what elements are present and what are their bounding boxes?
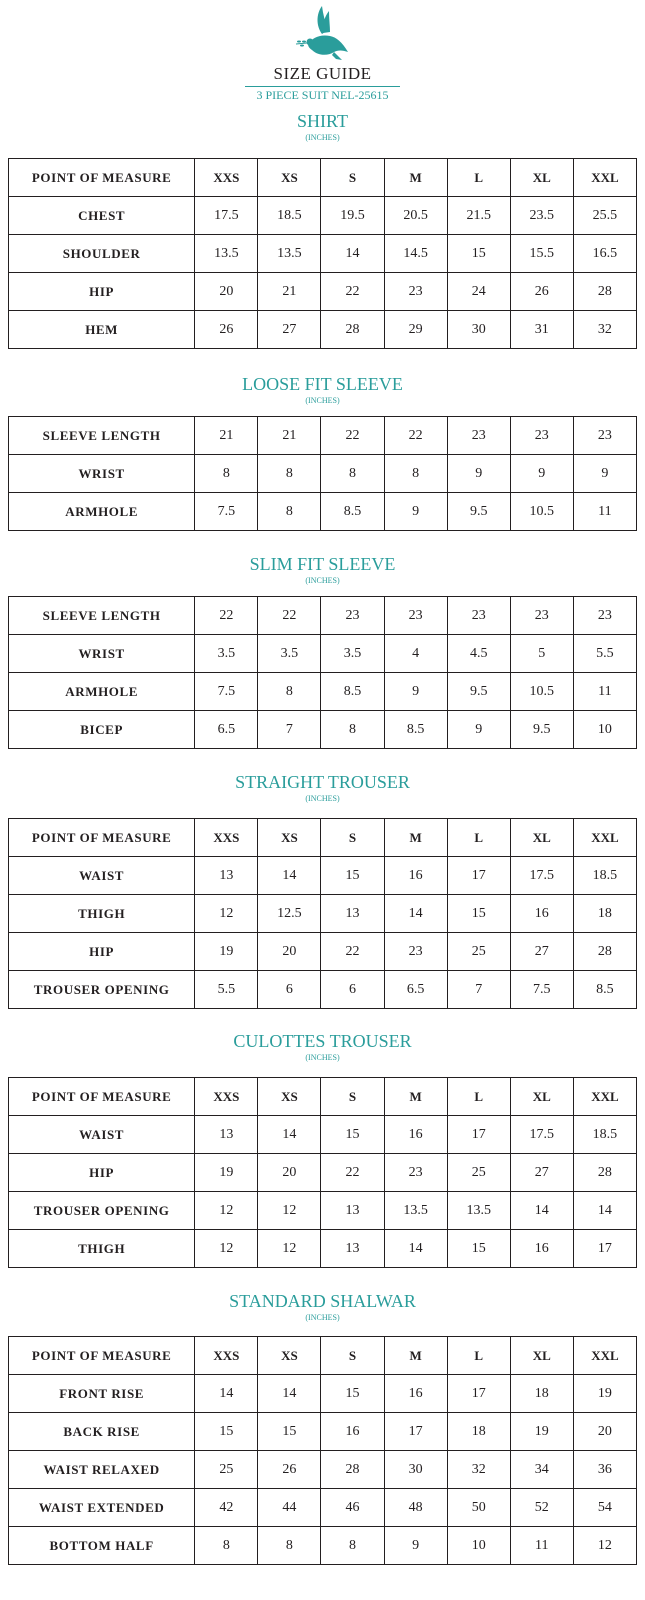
column-header-size: XS — [258, 1078, 321, 1116]
column-header-size: M — [384, 1337, 447, 1375]
table-cell: 19 — [195, 933, 258, 971]
table-cell: 12 — [195, 895, 258, 933]
column-header-size: L — [447, 159, 510, 197]
table-row — [9, 857, 637, 895]
table-cell: 8 — [321, 711, 384, 749]
table-cell: 15 — [447, 1230, 510, 1268]
table-row — [9, 1451, 637, 1489]
column-header-size: XXS — [195, 1078, 258, 1116]
row-label: FRONT RISE — [9, 1375, 195, 1413]
row-label: BACK RISE — [9, 1413, 195, 1451]
column-header-measure: POINT OF MEASURE — [9, 819, 195, 857]
table-cell: 30 — [384, 1451, 447, 1489]
table-cell: 22 — [321, 417, 384, 455]
row-label: BICEP — [9, 711, 195, 749]
table-cell: 15 — [321, 1116, 384, 1154]
table-cell: 5.5 — [195, 971, 258, 1009]
page-title: SIZE GUIDE — [273, 64, 372, 83]
table-cell: 29 — [384, 311, 447, 349]
table-cell: 52 — [510, 1489, 573, 1527]
table-cell: 6 — [321, 971, 384, 1009]
table-row — [9, 1489, 637, 1527]
table-cell: 23 — [447, 597, 510, 635]
table-cell: 34 — [510, 1451, 573, 1489]
table-row — [9, 635, 637, 673]
table-cell: 13.5 — [195, 235, 258, 273]
table-cell: 18 — [447, 1413, 510, 1451]
table-cell: 18.5 — [573, 1116, 636, 1154]
table-row — [9, 417, 637, 455]
section-unit-loose-fit-sleeve: (INCHES) — [305, 396, 340, 405]
table-cell: 5 — [510, 635, 573, 673]
table-cell: 25 — [447, 1154, 510, 1192]
table-cell: 9 — [573, 455, 636, 493]
table-cell: 25.5 — [573, 197, 636, 235]
section-title-loose-fit-sleeve: LOOSE FIT SLEEVE — [242, 374, 403, 394]
table-cell: 23 — [573, 597, 636, 635]
column-header-size: XXL — [573, 159, 636, 197]
table-cell: 14 — [384, 1230, 447, 1268]
table-cell: 8.5 — [321, 673, 384, 711]
column-header-size: M — [384, 159, 447, 197]
row-label: WRIST — [9, 635, 195, 673]
table-cell: 12 — [573, 1527, 636, 1565]
table-cell: 9 — [447, 455, 510, 493]
table-cell: 16.5 — [573, 235, 636, 273]
table-cell: 46 — [321, 1489, 384, 1527]
table-cell: 31 — [510, 311, 573, 349]
table-cell: 23 — [384, 273, 447, 311]
table-cell: 16 — [384, 857, 447, 895]
table-cell: 15 — [258, 1413, 321, 1451]
table-cell: 44 — [258, 1489, 321, 1527]
table-cell: 13 — [195, 857, 258, 895]
row-label: WAIST RELAXED — [9, 1451, 195, 1489]
table-row — [9, 1116, 637, 1154]
table-cell: 15 — [195, 1413, 258, 1451]
table-cell: 22 — [195, 597, 258, 635]
table-cell: 13.5 — [384, 1192, 447, 1230]
table-cell: 26 — [195, 311, 258, 349]
table-cell: 20 — [195, 273, 258, 311]
table-cell: 19 — [510, 1413, 573, 1451]
section-unit-straight-trouser: (INCHES) — [305, 794, 340, 803]
table-cell: 9 — [447, 711, 510, 749]
table-cell: 23 — [384, 933, 447, 971]
table-cell: 24 — [447, 273, 510, 311]
row-label: HEM — [9, 311, 195, 349]
section-title-shirt: SHIRT — [297, 111, 348, 131]
table-cell: 7.5 — [195, 673, 258, 711]
column-header-size: XXL — [573, 819, 636, 857]
table-cell: 28 — [573, 273, 636, 311]
table-cell: 27 — [510, 1154, 573, 1192]
table-cell: 10.5 — [510, 673, 573, 711]
section-unit-shirt: (INCHES) — [305, 133, 340, 142]
table-cell: 54 — [573, 1489, 636, 1527]
table-cell: 48 — [384, 1489, 447, 1527]
row-label: HIP — [9, 1154, 195, 1192]
table-cell: 3.5 — [321, 635, 384, 673]
table-standard-shalwar — [8, 1336, 637, 1565]
table-row — [9, 455, 637, 493]
table-cell: 9 — [384, 1527, 447, 1565]
section-title-standard-shalwar: STANDARD SHALWAR — [229, 1291, 416, 1311]
table-cell: 17.5 — [510, 1116, 573, 1154]
table-header-row — [9, 1078, 637, 1116]
table-cell: 9.5 — [447, 673, 510, 711]
row-label: SHOULDER — [9, 235, 195, 273]
table-cell: 14 — [258, 857, 321, 895]
column-header-size: S — [321, 819, 384, 857]
table-cell: 25 — [447, 933, 510, 971]
table-cell: 10.5 — [510, 493, 573, 531]
page-subtitle: 3 PIECE SUIT NEL-25615 — [256, 88, 389, 102]
table-cell: 3.5 — [258, 635, 321, 673]
table-cell: 6.5 — [384, 971, 447, 1009]
table-cell: 12.5 — [258, 895, 321, 933]
column-header-measure: POINT OF MEASURE — [9, 1078, 195, 1116]
table-row — [9, 597, 637, 635]
table-row — [9, 1230, 637, 1268]
table-cell: 14 — [384, 895, 447, 933]
table-row — [9, 895, 637, 933]
table-cell: 13 — [195, 1116, 258, 1154]
table-header-row — [9, 819, 637, 857]
table-cell: 21 — [195, 417, 258, 455]
table-cell: 6 — [258, 971, 321, 1009]
table-cell: 36 — [573, 1451, 636, 1489]
column-header-size: XL — [510, 1078, 573, 1116]
table-cell: 18 — [510, 1375, 573, 1413]
table-cell: 22 — [384, 417, 447, 455]
table-cell: 10 — [573, 711, 636, 749]
table-cell: 28 — [573, 1154, 636, 1192]
table-cell: 23 — [447, 417, 510, 455]
row-label: TROUSER OPENING — [9, 1192, 195, 1230]
table-cell: 17 — [573, 1230, 636, 1268]
table-cell: 17 — [447, 1375, 510, 1413]
table-cell: 8.5 — [384, 711, 447, 749]
column-header-size: XS — [258, 1337, 321, 1375]
table-cell: 8 — [384, 455, 447, 493]
section-title-slim-fit-sleeve: SLIM FIT SLEEVE — [249, 554, 396, 574]
table-cell: 12 — [258, 1230, 321, 1268]
table-row — [9, 933, 637, 971]
table-cell: 30 — [447, 311, 510, 349]
table-cell: 20 — [258, 1154, 321, 1192]
table-cell: 28 — [321, 1451, 384, 1489]
table-cell: 8 — [321, 1527, 384, 1565]
table-cell: 17 — [447, 1116, 510, 1154]
table-cell: 14 — [195, 1375, 258, 1413]
table-cell: 7 — [447, 971, 510, 1009]
table-cell: 27 — [258, 311, 321, 349]
table-cell: 5.5 — [573, 635, 636, 673]
column-header-size: XXL — [573, 1337, 636, 1375]
table-culottes-trouser — [8, 1077, 637, 1268]
row-label: BOTTOM HALF — [9, 1527, 195, 1565]
table-cell: 17 — [447, 857, 510, 895]
table-cell: 8 — [321, 455, 384, 493]
table-cell: 19 — [195, 1154, 258, 1192]
table-row — [9, 711, 637, 749]
table-cell: 23.5 — [510, 197, 573, 235]
table-slim-fit-sleeve — [8, 596, 637, 749]
table-cell: 21 — [258, 273, 321, 311]
column-header-size: XS — [258, 159, 321, 197]
table-cell: 4.5 — [447, 635, 510, 673]
table-cell: 50 — [447, 1489, 510, 1527]
table-cell: 9 — [384, 673, 447, 711]
table-cell: 32 — [573, 311, 636, 349]
table-cell: 23 — [384, 1154, 447, 1192]
table-cell: 17 — [384, 1413, 447, 1451]
table-cell: 18.5 — [258, 197, 321, 235]
table-cell: 25 — [195, 1451, 258, 1489]
table-cell: 9 — [510, 455, 573, 493]
column-header-size: L — [447, 819, 510, 857]
section-unit-culottes-trouser: (INCHES) — [305, 1053, 340, 1062]
table-cell: 13 — [321, 1192, 384, 1230]
table-cell: 10 — [447, 1527, 510, 1565]
column-header-size: XXS — [195, 159, 258, 197]
column-header-size: XXS — [195, 1337, 258, 1375]
table-cell: 6.5 — [195, 711, 258, 749]
column-header-size: XS — [258, 819, 321, 857]
table-cell: 13 — [321, 895, 384, 933]
table-cell: 13.5 — [258, 235, 321, 273]
table-cell: 14 — [258, 1116, 321, 1154]
table-row — [9, 673, 637, 711]
table-cell: 22 — [321, 273, 384, 311]
table-cell: 17.5 — [510, 857, 573, 895]
table-cell: 8.5 — [321, 493, 384, 531]
table-header-row — [9, 1337, 637, 1375]
table-cell: 11 — [510, 1527, 573, 1565]
table-cell: 14 — [510, 1192, 573, 1230]
column-header-size: XL — [510, 1337, 573, 1375]
table-cell: 26 — [510, 273, 573, 311]
row-label: WRIST — [9, 455, 195, 493]
table-cell: 9.5 — [447, 493, 510, 531]
row-label: ARMHOLE — [9, 673, 195, 711]
column-header-size: XXL — [573, 1078, 636, 1116]
section-unit-standard-shalwar: (INCHES) — [305, 1313, 340, 1322]
table-header-row — [9, 159, 637, 197]
row-label: SLEEVE LENGTH — [9, 597, 195, 635]
table-cell: 26 — [258, 1451, 321, 1489]
table-cell: 23 — [321, 597, 384, 635]
table-cell: 23 — [573, 417, 636, 455]
table-cell: 15 — [447, 895, 510, 933]
dove-with-olive-branch-icon — [292, 4, 352, 64]
table-cell: 14.5 — [384, 235, 447, 273]
column-header-size: L — [447, 1337, 510, 1375]
table-straight-trouser — [8, 818, 637, 1009]
table-cell: 15 — [321, 1375, 384, 1413]
table-cell: 20.5 — [384, 197, 447, 235]
row-label: SLEEVE LENGTH — [9, 417, 195, 455]
table-cell: 28 — [573, 933, 636, 971]
table-row — [9, 1192, 637, 1230]
table-cell: 3.5 — [195, 635, 258, 673]
row-label: HIP — [9, 933, 195, 971]
table-cell: 18.5 — [573, 857, 636, 895]
table-cell: 12 — [258, 1192, 321, 1230]
table-cell: 16 — [321, 1413, 384, 1451]
table-cell: 7 — [258, 711, 321, 749]
table-cell: 27 — [510, 933, 573, 971]
table-cell: 15 — [321, 857, 384, 895]
table-cell: 7.5 — [195, 493, 258, 531]
column-header-measure: POINT OF MEASURE — [9, 1337, 195, 1375]
page-header — [0, 0, 645, 110]
table-row — [9, 971, 637, 1009]
column-header-measure: POINT OF MEASURE — [9, 159, 195, 197]
table-cell: 17.5 — [195, 197, 258, 235]
table-cell: 8 — [195, 1527, 258, 1565]
table-cell: 7.5 — [510, 971, 573, 1009]
table-cell: 16 — [384, 1375, 447, 1413]
table-cell: 22 — [321, 1154, 384, 1192]
row-label: CHEST — [9, 197, 195, 235]
table-cell: 19 — [573, 1375, 636, 1413]
column-header-size: XL — [510, 159, 573, 197]
table-cell: 12 — [195, 1192, 258, 1230]
column-header-size: M — [384, 1078, 447, 1116]
table-shirt — [8, 158, 637, 349]
table-cell: 8 — [258, 493, 321, 531]
table-cell: 19.5 — [321, 197, 384, 235]
column-header-size: S — [321, 159, 384, 197]
table-row — [9, 493, 637, 531]
title-divider — [245, 86, 400, 87]
table-cell: 16 — [510, 1230, 573, 1268]
row-label: TROUSER OPENING — [9, 971, 195, 1009]
table-loose-fit-sleeve — [8, 416, 637, 531]
table-cell: 14 — [321, 235, 384, 273]
row-label: THIGH — [9, 1230, 195, 1268]
table-row — [9, 235, 637, 273]
section-title-culottes-trouser: CULOTTES TROUSER — [233, 1031, 412, 1051]
row-label: ARMHOLE — [9, 493, 195, 531]
column-header-size: L — [447, 1078, 510, 1116]
table-cell: 8 — [258, 455, 321, 493]
table-cell: 4 — [384, 635, 447, 673]
table-cell: 8 — [258, 1527, 321, 1565]
table-cell: 15 — [447, 235, 510, 273]
table-row — [9, 1375, 637, 1413]
table-cell: 23 — [510, 417, 573, 455]
table-cell: 12 — [195, 1230, 258, 1268]
table-row — [9, 1413, 637, 1451]
table-cell: 42 — [195, 1489, 258, 1527]
row-label: WAIST EXTENDED — [9, 1489, 195, 1527]
table-cell: 9 — [384, 493, 447, 531]
table-cell: 21 — [258, 417, 321, 455]
table-cell: 22 — [321, 933, 384, 971]
table-cell: 8 — [195, 455, 258, 493]
section-title-straight-trouser: STRAIGHT TROUSER — [235, 772, 410, 792]
row-label: THIGH — [9, 895, 195, 933]
table-row — [9, 311, 637, 349]
table-row — [9, 197, 637, 235]
table-cell: 23 — [510, 597, 573, 635]
table-cell: 15.5 — [510, 235, 573, 273]
column-header-size: XL — [510, 819, 573, 857]
table-row — [9, 273, 637, 311]
table-cell: 20 — [258, 933, 321, 971]
table-cell: 22 — [258, 597, 321, 635]
table-cell: 18 — [573, 895, 636, 933]
column-header-size: S — [321, 1337, 384, 1375]
table-cell: 32 — [447, 1451, 510, 1489]
column-header-size: XXS — [195, 819, 258, 857]
table-row — [9, 1154, 637, 1192]
table-cell: 14 — [258, 1375, 321, 1413]
table-cell: 8.5 — [573, 971, 636, 1009]
table-cell: 11 — [573, 493, 636, 531]
table-cell: 11 — [573, 673, 636, 711]
row-label: WAIST — [9, 1116, 195, 1154]
table-cell: 13.5 — [447, 1192, 510, 1230]
column-header-size: S — [321, 1078, 384, 1116]
table-cell: 16 — [510, 895, 573, 933]
table-cell: 9.5 — [510, 711, 573, 749]
table-cell: 14 — [573, 1192, 636, 1230]
table-cell: 28 — [321, 311, 384, 349]
table-cell: 16 — [384, 1116, 447, 1154]
table-cell: 8 — [258, 673, 321, 711]
table-cell: 21.5 — [447, 197, 510, 235]
row-label: WAIST — [9, 857, 195, 895]
row-label: HIP — [9, 273, 195, 311]
table-cell: 13 — [321, 1230, 384, 1268]
table-cell: 20 — [573, 1413, 636, 1451]
section-unit-slim-fit-sleeve: (INCHES) — [305, 576, 340, 585]
table-cell: 23 — [384, 597, 447, 635]
table-row — [9, 1527, 637, 1565]
column-header-size: M — [384, 819, 447, 857]
